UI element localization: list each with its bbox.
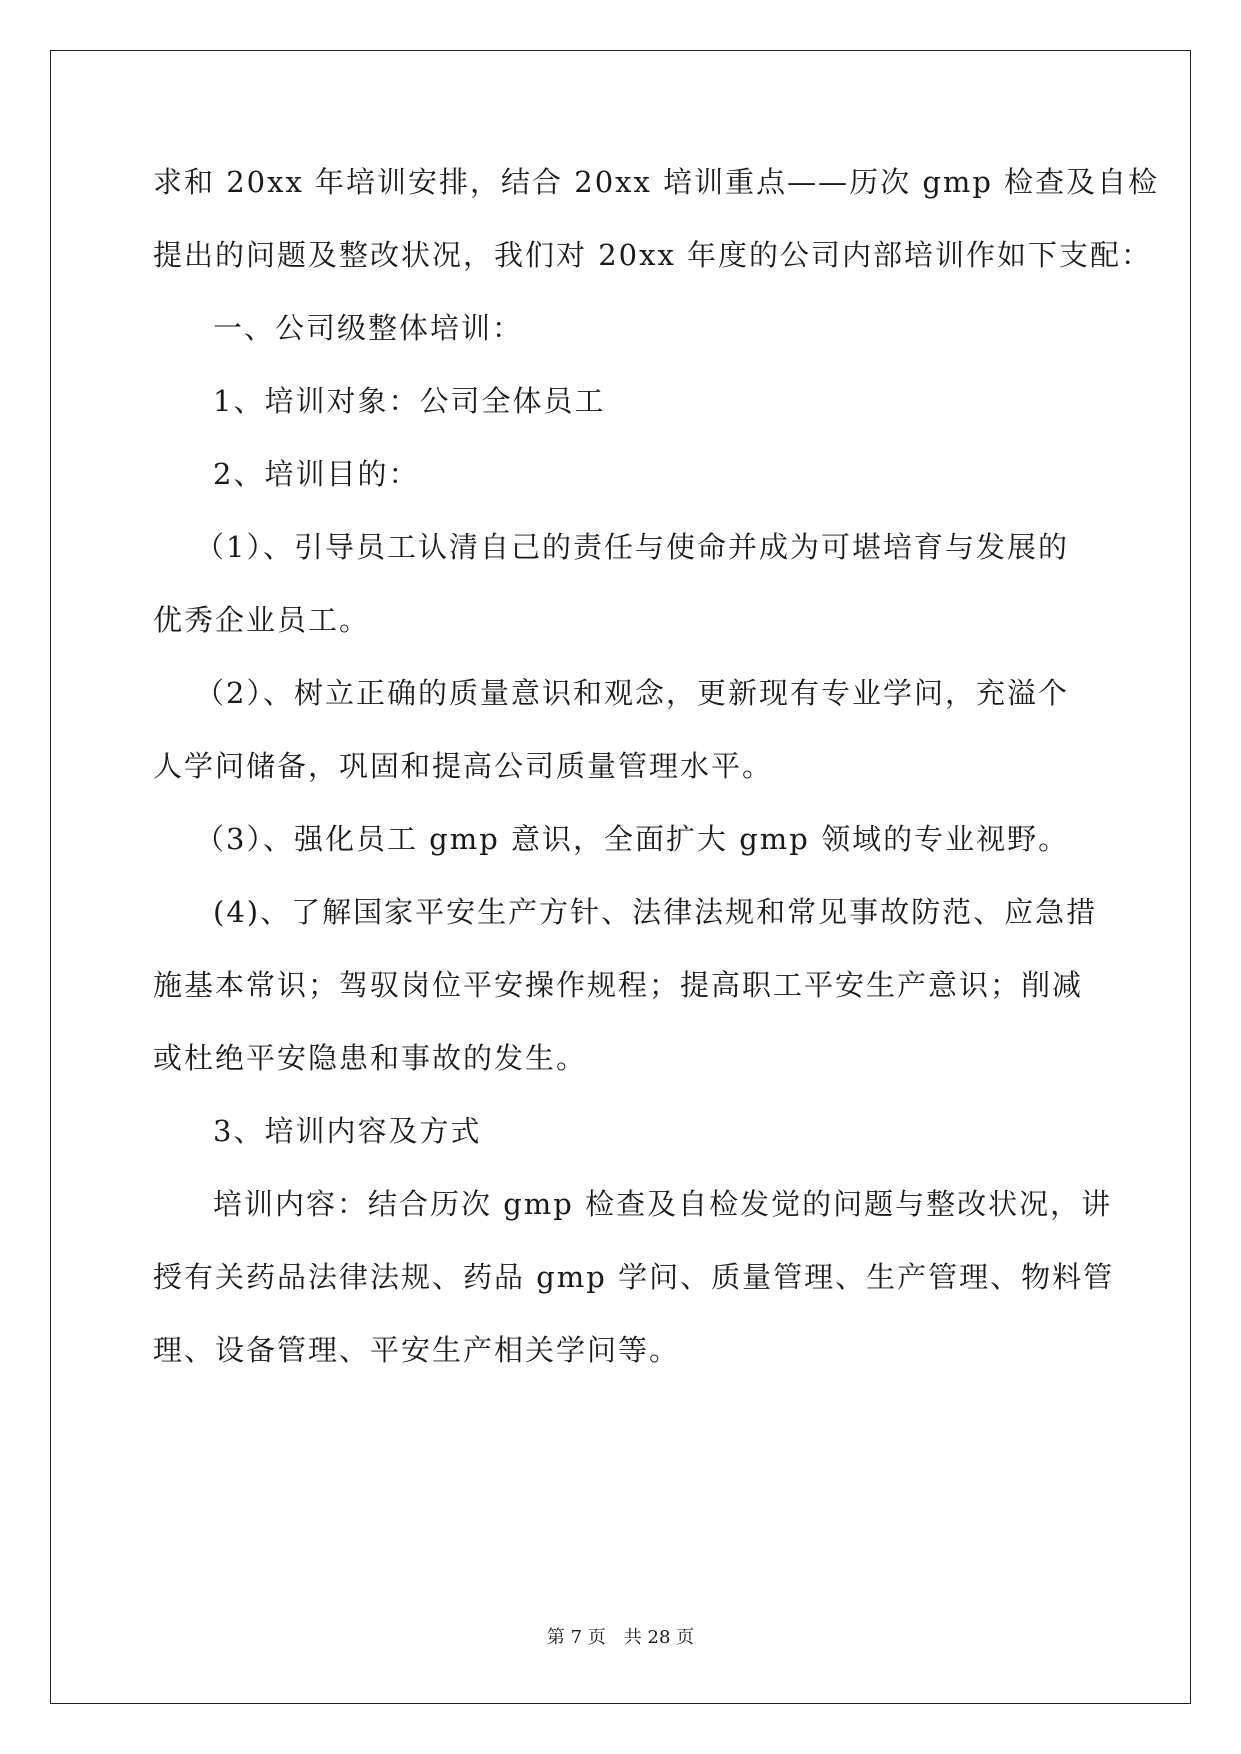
- text-line: 求和 20xx 年培训安排，结合 20xx 培训重点——历次 gmp 检查及自检: [153, 165, 1160, 199]
- page-border: [50, 50, 1191, 1704]
- text-line: 培训内容：结合历次 gmp 检查及自检发觉的问题与整改状况，讲: [213, 1187, 1113, 1221]
- text-line: 1、培训对象：公司全体员工: [213, 384, 606, 418]
- text-line: 优秀企业员工。: [153, 603, 371, 637]
- text-line: (4)、了解国家平安生产方针、法律法规和常见事故防范、应急措: [213, 895, 1098, 929]
- text-line: 提出的问题及整改状况，我们对 20xx 年度的公司内部培训作如下支配：: [153, 238, 1153, 272]
- text-line: 2、培训目的：: [213, 457, 420, 491]
- text-line: 施基本常识；驾驭岗位平安操作规程；提高职工平安生产意识；削减: [153, 968, 1084, 1002]
- text-line: （1）、引导员工认清自己的责任与使命并成为可堪培育与发展的: [195, 530, 1069, 564]
- text-line: 人学问储备，巩固和提高公司质量管理水平。: [153, 749, 774, 783]
- page-number: 第 7 页 共 28 页: [546, 1627, 695, 1648]
- text-line: 或杜绝平安隐患和事故的发生。: [153, 1041, 588, 1075]
- text-line: （2）、树立正确的质量意识和观念，更新现有专业学问，充溢个: [195, 676, 1069, 710]
- section-heading: 一、公司级整体培训：: [213, 311, 524, 345]
- text-line: 理、设备管理、平安生产相关学问等。: [153, 1333, 681, 1367]
- text-line: （3）、强化员工 gmp 意识，全面扩大 gmp 领域的专业视野。: [195, 822, 1070, 856]
- section-heading: 3、培训内容及方式: [213, 1114, 482, 1148]
- text-line: 授有关药品法律法规、药品 gmp 学问、质量管理、生产管理、物料管: [153, 1260, 1115, 1294]
